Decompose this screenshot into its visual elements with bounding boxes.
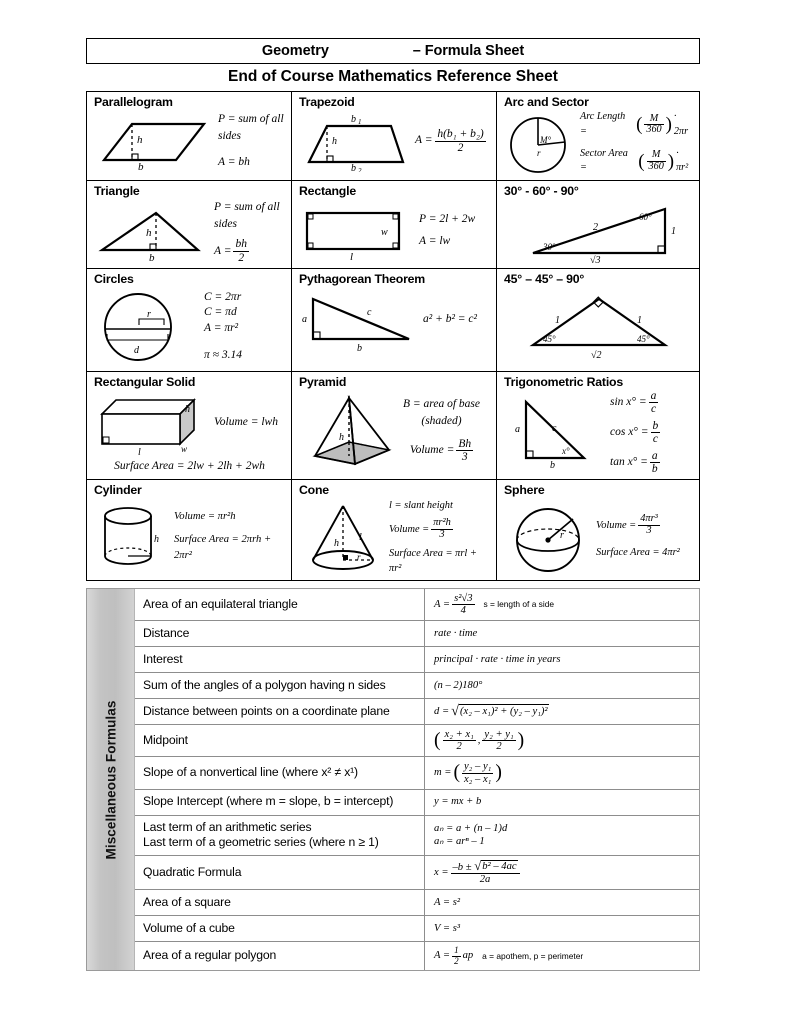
svg-text:45°: 45° (636, 333, 650, 344)
cell-title: Parallelogram (94, 95, 173, 109)
triangle-figure (94, 200, 212, 262)
circle-circumference-r: C = 2πr (204, 291, 242, 304)
svg-text:b: b (351, 163, 356, 172)
svg-text:h: h (146, 227, 152, 240)
table-row (135, 621, 699, 647)
table-row (135, 916, 699, 942)
cone-surface-area: Surface Area = πrl + πr² (389, 547, 477, 574)
svg-text:30°: 30° (542, 242, 556, 253)
pyramid-figure (299, 390, 399, 470)
svg-text:l: l (138, 446, 141, 456)
triangle-30-60-90-figure (515, 199, 683, 263)
sphere-volume: Volume = $\frac{\text{4πr³}}{3}$ (596, 513, 658, 536)
svg-text:1: 1 (636, 314, 642, 326)
cell-title: Triangle (94, 184, 140, 199)
cylinder-surface-area: Surface Area = 2πrh + 2πr² (174, 534, 272, 561)
cell-title: Cylinder (94, 482, 142, 497)
cell-sphere (497, 480, 699, 580)
cell-title: Sphere (504, 482, 545, 497)
formula-row (87, 480, 699, 580)
miscellaneous-rows (135, 589, 699, 970)
svg-text:r: r (147, 308, 151, 320)
svg-text:x°: x° (562, 446, 570, 457)
title-bar (86, 38, 700, 64)
svg-text:√2: √2 (590, 349, 601, 359)
cell-title: Rectangle (299, 184, 356, 199)
row-value: A = $\frac{\text{s²√3}}{4}$ s = length of a side (434, 593, 555, 617)
svg-text:r: r (357, 552, 361, 562)
row-value: ( $\frac{\text{x₂ + x₁}}{2}$ , $\frac{\text{y₂ + y₁}}{2}$ ) (434, 729, 525, 753)
cell-pythagorean-theorem (292, 269, 497, 371)
sheet-container (86, 38, 700, 971)
rect-solid-volume: Volume = lwh (214, 416, 278, 429)
cosine-ratio: cos x° = $\frac{b}{c}$ (610, 419, 659, 445)
cell-rectangle (292, 181, 497, 267)
cell-title: Pythagorean Theorem (299, 271, 426, 286)
table-row (135, 725, 699, 757)
svg-text:b: b (149, 252, 155, 263)
trapezoid-area-num: h(b₁ + b₂) (437, 128, 484, 141)
svg-text:2: 2 (358, 167, 362, 172)
cell-title: Pyramid (299, 374, 347, 389)
cell-title: Arc and Sector (504, 95, 589, 109)
circles-figure (94, 287, 190, 367)
pyramid-base-note: B = area of base (403, 397, 480, 410)
formula-row (87, 181, 699, 268)
cell-30-60-90-triangle (497, 181, 699, 267)
formula-row (87, 372, 699, 480)
row-label: Interest (135, 647, 425, 672)
triangle-area: A = $\frac{bh}{2}$ (214, 238, 247, 264)
pythagorean-figure (299, 287, 417, 353)
pythagorean-formula: a² + b² = c² (423, 313, 477, 326)
course-title: Geometry (261, 43, 329, 59)
document-type: – Formula Sheet (412, 43, 525, 59)
circle-circumference-d: C = πd (204, 306, 237, 319)
cone-slant-note: l = slant height (389, 499, 453, 511)
row-label: Distance between points on a coordinate plane (135, 699, 425, 724)
table-row (135, 856, 699, 890)
row-label: Quadratic Formula (135, 856, 425, 889)
row-label: Volume of a cube (135, 916, 425, 941)
table-row (135, 589, 699, 621)
svg-text:w: w (381, 227, 388, 239)
pi-approximation: π ≈ 3.14 (204, 348, 242, 361)
svg-text:h: h (185, 403, 190, 415)
cell-arc-and-sector (497, 92, 699, 180)
svg-text:h: h (334, 538, 339, 549)
table-row (135, 816, 699, 856)
svg-text:b: b (138, 161, 144, 172)
cell-parallelogram (87, 92, 292, 180)
pyramid-volume: Volume = $\frac{Bh}{3}$ (409, 438, 472, 464)
cell-title: Cone (299, 482, 329, 497)
svg-text:l: l (359, 532, 362, 543)
row-label: Slope of a nonvertical line (where x² ≠ x¹) (135, 757, 425, 788)
svg-text:2: 2 (592, 222, 598, 234)
cell-rectangular-solid (87, 372, 292, 479)
sine-ratio: sin x° = $\frac{a}{c}$ (610, 389, 657, 415)
svg-text:a: a (515, 424, 520, 436)
miscellaneous-formulas-sidebar (87, 589, 135, 970)
triangle-perimeter: P = sum of all sides (214, 201, 280, 230)
cell-pyramid (292, 372, 497, 479)
svg-text:b: b (351, 114, 356, 125)
formula-row (87, 92, 699, 181)
row-value: A = $\frac{1}{2}$ ap a = apothem, p = perimeter (434, 945, 584, 966)
rect-solid-surface-area: Surface Area = 2lw + 2lh + 2wh (114, 459, 265, 472)
cell-title: Trapezoid (299, 95, 355, 109)
formula-row (87, 269, 699, 372)
svg-text:1: 1 (358, 118, 362, 126)
row-label: Distance (135, 621, 425, 646)
pyramid-base-note2: (shaded) (421, 414, 462, 427)
svg-text:a: a (302, 313, 307, 325)
svg-text:1: 1 (670, 226, 676, 238)
rectangle-area: A = lw (419, 234, 451, 247)
svg-text:60°: 60° (638, 212, 652, 223)
row-label: Sum of the angles of a polygon having n sides (135, 673, 425, 698)
svg-text:d: d (134, 344, 139, 356)
parallelogram-figure (94, 110, 212, 172)
cell-title: 30° - 60° - 90° (504, 184, 579, 199)
cell-cylinder (87, 480, 292, 580)
svg-text:h: h (332, 136, 337, 147)
row-value: aₙ = a + (n – 1)d aₙ = arⁿ – 1 (434, 822, 508, 848)
row-label: Slope Intercept (where m = slope, b = intercept) (135, 790, 425, 815)
trapezoid-figure (299, 110, 411, 172)
row-value: d = √ (x₂ – x₁)² + (y₂ – y₁)² (434, 703, 548, 720)
parallelogram-perimeter: P = sum of all sides (218, 113, 284, 143)
row-value: m = ( $\frac{\text{y₂ – y₁}}{\text{x₂ – x₁}}$ ) (434, 761, 502, 785)
svg-text:c: c (552, 423, 557, 435)
row-value: principal · rate · time in years (434, 653, 561, 665)
row-value: V = s³ (434, 922, 461, 934)
cell-title: Circles (94, 271, 134, 286)
svg-text:b: b (357, 342, 362, 353)
cell-title: Rectangular Solid (94, 374, 196, 389)
cell-trigonometric-ratios (497, 372, 699, 479)
row-label: Area of an equilateral triangle (135, 589, 425, 620)
svg-text:l: l (350, 251, 354, 262)
table-row (135, 699, 699, 725)
table-row (135, 790, 699, 816)
circle-area: A = πr² (204, 321, 239, 334)
sector-area-formula: Sector Area = ( $\frac{M}{360}$ ) · πr² (580, 147, 689, 174)
cell-title: Trigonometric Ratios (504, 374, 623, 389)
parallelogram-area: A = bh (218, 155, 250, 168)
arc-sector-figure (504, 111, 578, 175)
cell-45-45-90-triangle (497, 269, 699, 371)
cylinder-volume: Volume = πr²h (174, 510, 236, 522)
row-value: y = mx + b (434, 796, 482, 808)
table-row (135, 673, 699, 699)
rectangle-figure (299, 199, 409, 261)
svg-text:w: w (181, 443, 188, 454)
row-label: Midpoint (135, 725, 425, 756)
rectangular-solid-figure (94, 390, 206, 456)
svg-text:b: b (550, 460, 555, 471)
svg-text:r: r (537, 148, 541, 159)
cell-cone (292, 480, 497, 580)
svg-text:M°: M° (540, 135, 552, 146)
trapezoid-area-lhs: A = (415, 134, 433, 147)
svg-text:h: h (154, 533, 159, 545)
table-row (135, 757, 699, 789)
page-subtitle: End of Course Mathematics Reference Sheet (228, 68, 558, 85)
row-label: Last term of an arithmetic series Last term of a geometric series (where n ≥ 1) (135, 816, 425, 855)
miscellaneous-formulas-label: Miscellaneous Formulas (103, 700, 118, 860)
cell-trapezoid (292, 92, 497, 180)
svg-text:√3: √3 (589, 255, 600, 264)
cone-figure (299, 498, 387, 576)
svg-text:h: h (137, 134, 143, 146)
row-value: A = s² (434, 896, 461, 908)
cell-circles (87, 269, 292, 371)
trig-triangle-figure (504, 394, 600, 470)
svg-text:c: c (367, 306, 372, 318)
cone-volume: Volume = $\frac{\text{πr²h}}{3}$ (389, 517, 451, 540)
cell-title: 45° – 45° – 90° (504, 271, 585, 286)
cylinder-figure (94, 498, 168, 574)
trapezoid-area-den: 2 (457, 141, 464, 154)
svg-text:1: 1 (554, 314, 560, 326)
cell-triangle (87, 181, 292, 267)
row-value: rate · time (434, 627, 478, 639)
sphere-figure (504, 498, 592, 576)
svg-text:h: h (339, 431, 344, 443)
sphere-surface-area: Surface Area = 4πr² (596, 546, 680, 558)
triangle-45-45-90-figure (511, 287, 687, 359)
svg-text:r: r (560, 529, 564, 541)
table-row (135, 647, 699, 673)
formula-grid (86, 91, 700, 581)
miscellaneous-formulas-table (86, 588, 700, 971)
svg-text:45°: 45° (542, 333, 556, 344)
row-value: x = –b ± √ b² – 4ac 2a (425, 856, 699, 889)
tangent-ratio: tan x° = $\frac{a}{b}$ (610, 449, 658, 475)
row-value: (n – 2)180° (434, 679, 483, 691)
arc-length-formula: Arc Length = ( $\frac{M}{360}$ ) · 2πr (580, 111, 689, 137)
row-label: Area of a regular polygon (135, 942, 425, 970)
row-label: Area of a square (135, 890, 425, 915)
table-row (135, 942, 699, 970)
table-row (135, 890, 699, 916)
rectangle-perimeter: P = 2l + 2w (419, 212, 476, 225)
